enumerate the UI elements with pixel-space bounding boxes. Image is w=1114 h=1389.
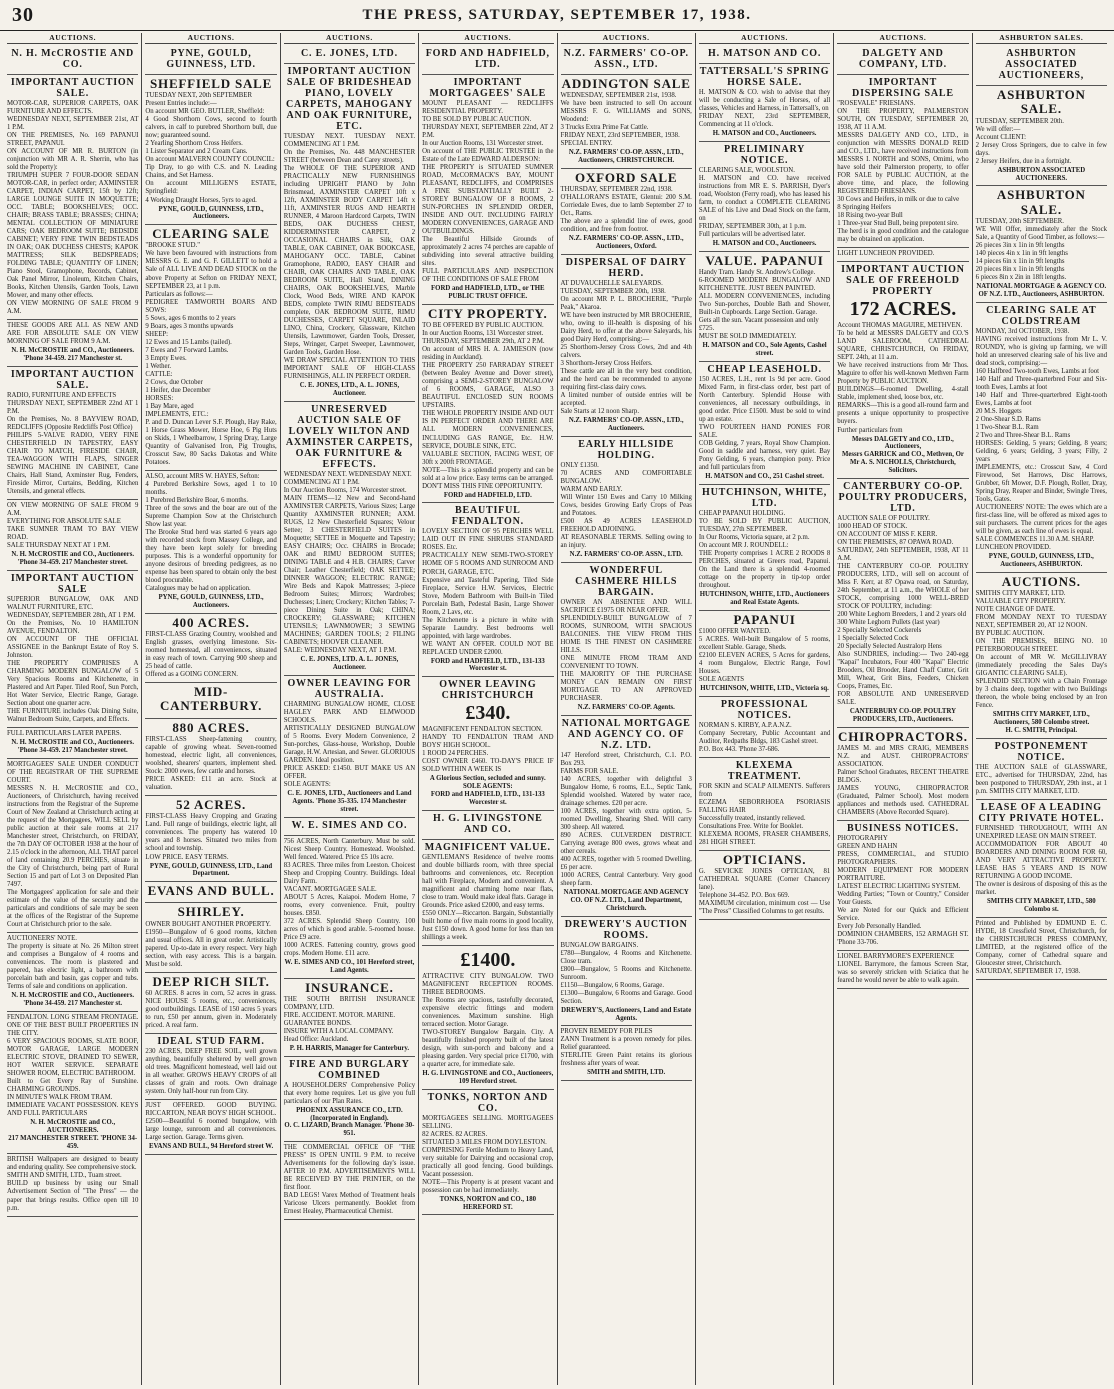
ad-title: TONKS, NORTON AND CO. <box>427 1091 549 1114</box>
advertisement <box>422 946 553 1090</box>
ad-body: MORTGAGEES SELLING. MORTGAGEES SELLING. 82 ACRES. 82 ACRES. SITUATED 3 MILES FROM DOYLESTON. COMPRISING Fertile Medium to Heavy Land, very suitable for Dairying and occasional crop, practically all good fencing. Good buildings. Vacant possession. NOTE—This Property is at present vacant and possession can be had immediately. <box>422 1114 554 1194</box>
ad-signature: C. E. JONES, LTD. A. L. JONES, Auctioneer. <box>300 656 399 672</box>
ad-signature: P. H. HARRIS, Manager for Canterbury. <box>289 1044 410 1052</box>
ad-title: CLEARING SALE AT COLDSTREAM <box>986 304 1097 327</box>
ad-title: 880 ACRES. <box>172 719 250 735</box>
advertisement <box>561 169 692 255</box>
ad-signature: H. MATSON and CO., Auctioneers. <box>712 240 817 248</box>
advertisement <box>422 305 553 503</box>
ad-title: OPTICIANS. <box>722 852 807 868</box>
ad-signature: NATIONAL MORTGAGE & AGENCY CO. OF N.Z. LTD., Auctioneers, ASHBURTON. <box>976 283 1107 298</box>
column-header: ASHBURTON SALES. <box>976 33 1107 44</box>
advertisement <box>145 719 276 796</box>
advertisement <box>284 1142 415 1220</box>
ad-body: LIONEL BARRYMORE'S EXPERIENCE LIONEL Barrymore, the famous Screen Star, was so severely stricken with Sciatica that he feared he would never be able to walk again. <box>837 953 969 985</box>
ad-title: BEAUTIFUL FENDALTON. <box>451 505 524 528</box>
ad-body: LOVELY SECTION OF 95 PERCHES WELL LAID OUT IN FINE SHRUBS STANDARD ROSES. Etc. PRACTICALLY NEW SEMI-TWO-STOREY HOME OF 5 ROOMS AND SUNROOM AND PORCH, GARAGE, ETC. Expensive and Tasteful Papering, Tiled Side Fireplace, Service H.W. Services, Electric Stove, Modern Bathroom with Built-in Tiled Porcelain Bath, Pedestal Basin, Large Shower Room, 2 Lavs, etc. The Kitchenette is a picture in white with Separate Laundry. Best bedrooms well appointed, with large wardrobes. WE WANT AN OFFER. COULD NOT BE REPLACED UNDER £2000. <box>422 528 554 656</box>
advertisement <box>284 46 415 64</box>
ad-signature: PYNE, GOULD, GUINNESS, LTD., Auctioneers. <box>158 205 264 221</box>
ad-title: FORD AND HADFIELD, LTD. <box>425 48 550 70</box>
ad-body: PHOTOGRAPHY GREEN AND HAHN PRESS, COMMERCIAL, and STUDIO PHOTOGRAPHERS. MODERN EQUIPMENT FOR MODERN PORTRAITURE. LATEST ELECTRIC LIGHTING SYSTEM. Wedding Parties; "Town or Country," Consider Your Guests. We are Noted for our Quick and Efficient Service. Every Job Personally Handled. DOMINION CHAMBERS, 152 ARMAGH ST. 'Phone 33-706. <box>837 835 969 947</box>
ad-body: OWNER BOUGHT ANOTHER PROPERTY. £1950—Bungalow of 6 good rooms, kitchen and usual offices. All in great order. Artistically papered. Up-to-date in every respect. Very high section, with easy access. This is a bargain. Must be sold. <box>145 920 277 968</box>
advertisement <box>284 979 415 1057</box>
column-header: AUCTIONS. <box>561 33 692 44</box>
advertisement <box>284 1057 415 1142</box>
ad-title: OWNER LEAVING FOR AUSTRALIA. <box>287 678 412 701</box>
ad-title: CHIROPRACTORS. <box>838 728 968 744</box>
ad-title: LEASE OF A LEADING CITY PRIVATE HOTEL. <box>978 801 1105 824</box>
advertisement <box>145 471 276 614</box>
ad-title: SHEFFIELD SALE <box>150 76 273 91</box>
advertisement <box>976 46 1107 86</box>
ad-title: ASHBURTON SALE. <box>996 87 1086 117</box>
ad-title: IMPORTANT MORTGAGEES' SALE <box>429 77 547 99</box>
column-header: AUCTIONS. <box>837 33 968 44</box>
ad-price-headline: £1400. <box>460 948 516 971</box>
ad-body: FULL PARTICULARS LATER PAPERS. <box>7 730 122 738</box>
ad-body: Account THOMAS MAGUIRE, METHVEN. To be held at MESSRS DALGETY and CO.'S LAND SALEROOM, CATHEDRAL SQUARE, CHRISTCHURCH, On FRIDAY, SEPT. 24th, at 11 a.m. We have received instructions from Mr Thos. Maguire to offer his well-known Methven Farm Property by PUBLIC AUCTION. BUILDINGS—6-roomed Dwelling, 4-stall Stable, implement shed, loose box, etc. REMARKS—This is a good all-round farm and presents a unique opportunity to prospective buyers. Further particulars from <box>837 322 969 434</box>
ad-body: "ROSEVALE" FRIESIANS. ON THE PROPERTY, PALMERSTON SOUTH, ON TUESDAY, SEPTEMBER 20, 1938, AT 11 A.M. MESSRS DALGETY AND CO., LTD., in conjunction with MESSRS DONALD REID and CO., LTD., have received instructions from MESSRS I. NORTH and SONS, Omimi, who have sold their Palmerston property, to offer FOR SALE by PUBLIC AUCTION, at the above time, and place, the following REGISTERED FRIESIANS. 30 Cows and Heifers, in milk or due to calve 8 Springing Heifers 18 Rising two-year Bull 1 Three-year Stud Bull, being prepotent sire. The herd is in good condition and the catalogue may be obtained on application. <box>837 100 969 244</box>
column-header: AUCTIONS. <box>284 33 415 44</box>
ad-title: IMPORTANT AUCTION SALE OF BRIDESHEAD PIANO, LOVELY CARPETS, MAHOGANY AND OAK FURNITURE, ETC. <box>285 66 413 132</box>
ad-title: IMPORTANT AUCTION SALE OF FREEHOLD PROPERTY <box>841 264 965 298</box>
ad-title: ASHBURTON SALE. <box>996 187 1086 217</box>
ad-body: MONDAY, 3rd OCTOBER, 1938. HAVING received instructions from Mr L. V. ROUNDY, who is giving up farming, we will hold an unreserved clearing sale of his live and dead stock, comprising:— 160 Halfbred Two-tooth Ewes, Lambs at foot 140 Half and Three-quarterbred Four and Six-tooth Ewes, Lambs at foot 140 Half and Three-quarterbred Eight-tooth Ewes, Lambs at foot 20 M.S. Hoggets 2 One-Shear S.D. Rams 1 Two-Shear B.L. Ram 2 Two and Three-Shear B.L. Rams HORSES: Gelding, 5 years; Gelding, 8 years; Gelding, 6 years; Gelding, 3 years; Filly, 2 years IMPLEMENTS, etc.: Crosscut Saw, 4 Cord Firewood, Set Harrows, Disc Harrows, Grubber, 6ft Mower, D.F. Plough, Roller, Dray, Spring Dray, Reaper and Binder, Swingle Trees, Tools, Gates. AUCTIONEERS' NOTE: The ewes which are a first-class line, will be offered as mixed ages to suit purchasers. The current prices for the ages will be given, as each line of ewes is equal. SALE COMMENCES 11.30 A.M. SHARP. LUNCHEON PROVIDED. <box>975 327 1107 552</box>
ad-signature: PHOENIX ASSURANCE CO., LTD. (Incorporated in England). O. C. LIZARD, Branch Manager. 'Phone 30-951. <box>284 1106 415 1138</box>
column-5 <box>557 33 695 1385</box>
column-header: AUCTIONS. <box>699 33 830 44</box>
advertisement <box>976 86 1107 186</box>
ad-signature: W. E. SIMES AND CO., 101 Hereford street, Land Agents. <box>284 958 415 974</box>
ad-title: KLEXEMA TREATMENT. <box>727 759 802 782</box>
advertisement <box>699 362 830 485</box>
ad-body: PROVEN REMEDY FOR PILES ZANN Treatment is a proven remedy for piles. Relief guaranteed. STERLITE Green Paint retains its glorious freshness after years of wear. <box>560 1028 692 1068</box>
ad-title: EARLY HILLSIDE HOLDING. <box>578 438 675 461</box>
ad-signature: SMITHS CITY MARKET, LTD., Auctioneers, 580 Colombo street. H. C. SMITH, Principal. <box>992 711 1090 734</box>
ad-body: BUNGALOW BARGAINS. £780—Bungalow, 4 Rooms and Kitchenette. Close tram. £800—Bungalow, 5 Rooms and Kitchenette. Sunroom. £1150—Bungalow, 6 Rooms, Garage. £1300—Bungalow, 6 Rooms and Garage. Good Section. <box>560 941 692 1005</box>
advertisement <box>561 917 692 1027</box>
ad-title: BUSINESS NOTICES. <box>846 823 959 835</box>
advertisement <box>7 46 138 75</box>
advertisement <box>422 811 553 840</box>
advertisement <box>976 186 1107 302</box>
ad-signature: N.Z. FARMERS' CO-OP. ASSN., LTD., Auctioneers, CHRISTCHURCH. <box>568 149 684 165</box>
advertisement <box>284 818 415 836</box>
page-number: 30 <box>12 4 34 26</box>
ad-title: W. E. SIMES AND CO. <box>291 819 408 831</box>
ad-signature: N. H. McCROSTIE and CO., Auctioneers. 'Phone 34-459. 217 Manchester street. <box>11 739 135 755</box>
advertisement <box>422 503 553 677</box>
ad-signature: CANTERBURY CO-OP. POULTRY PRODUCERS, LTD., Auctioneers. <box>849 707 957 723</box>
advertisement <box>837 262 968 478</box>
advertisement <box>145 614 276 683</box>
ad-signature: A Glorious Section, secluded and sunny. SOLE AGENTS: FORD and HADFIELD, LTD., 131-133 Worcester st. <box>429 775 546 806</box>
advertisement <box>7 728 138 759</box>
advertisement <box>699 851 830 920</box>
advertisement <box>145 796 276 882</box>
ad-body: MORTGAGEES' SALE UNDER CONDUCT OF THE REGISTRAR OF THE SUPREME COURT. MESSRS N. H. McCROSTIE and CO., Auctioneers, of Christchurch, having received instructions from the Registrar of the Supreme Court of New Zealand at Christchurch acting at the request of the Mortgagees, WILL SELL by public auction at their sale rooms at 217 Manchester street, Christchurch, on FRIDAY, the 7th DAY OF OCTOBER 1938 at the hour of 2.15 o'clock in the afternoon, ALL THAT parcel of land containing 20.9 PERCHES, situate in the City of Christchurch, being part of Rural Section 15 and part of Lot 3 on Deposited Plan 7497. The Mortgagees' application for sale and their estimate of the value of the security and the particulars and conditions of sale may be seen at the offices of the Registrar of the Supreme Court at Christchurch prior to the sale. <box>7 760 139 929</box>
advertisement <box>145 683 276 719</box>
advertisement <box>837 728 968 821</box>
ad-body: ALSO, account MRS W. HAYES, Sefton: 4 Purebred Berkshire Sows, aged 1 to 10 months. 1 Purebred Berkshire Boar, 6 months. Three of the sows and the boar are out of the Supreme Champion Sow at the Christchurch Show last year. The Brooke Stud herd was started 6 years ago with recorded stock from Massey College, and they have been kept solely for breeding purposes. This is a wonderful opportunity for anyone desirous of breeding pedigrees, as no expense has been spared to obtain only the best blood procurable. Catalogues may be had on application. <box>145 472 277 593</box>
advertisement <box>284 64 415 402</box>
ad-signature: NATIONAL MORTGAGE AND AGENCY CO. OF N.Z. LTD., Land Department, Christchurch. <box>563 889 689 912</box>
ad-title: OXFORD SALE <box>575 170 678 186</box>
ad-title: DEEP RICH SILT. <box>152 973 270 989</box>
advertisement <box>561 75 692 169</box>
ad-body: ATTRACTIVE CITY BUNGALOW. TWO MAGNIFICENT RECEPTION ROOMS. THREE BEDROOMS. The Rooms are spacious, tastefully decorated, expensive electric fittings and modern conveniences. Maximum sunshine. High terraced section. Motor Garage. TWO-STOREY Bungalow Bargain. City. A beautifully finished property built of the latest design, with sun-porch and balcony and a pleasing garden. Very special price £1700, with a quarter acre, for immediate sale. <box>422 972 554 1068</box>
ad-title: N.Z. FARMERS' CO-OP. ASSN., LTD. <box>563 48 689 70</box>
ad-price-headline: 172 ACRES. <box>849 298 957 321</box>
ad-title: SHIRLEY. <box>177 904 245 920</box>
advertisement <box>7 75 138 320</box>
ad-title: TATTERSALL'S SPRING HORSE SALE. <box>699 66 830 88</box>
advertisement <box>699 485 830 611</box>
ad-signature: H. G. LIVINGSTONE and CO., Auctioneers, 109 Hereford street. <box>422 1070 554 1085</box>
ad-body: AUCTION SALE OF POULTRY. 1000 HEAD OF STOCK. ON ACCOUNT OF MISS F. KERR. ON THE PREMISES, 87 OPAWA ROAD. SATURDAY, 24th SEPTEMBER, 1938, AT 11 A.M. THE CANTERBURY CO-OP. POULTRY PRODUCERS, LTD., will sell on account of Miss F. Kerr, at 87 Opawa road, on Saturday, 24th September, at 11 a.m., the WHOLE of her STOCK, comprising 1000 WELL-BRED STOCK OF POULTRY, including: 200 White Leghorn Breeders, 1 and 2 years old 300 White Leghorn Pullets (last year) 2 Specially Selected Cockerels 1 Specially Selected Cock 20 Specially Selected Australorp Hens Also SUNDRIES, including:— Two 240-egg "Kapai" Incubators, Four 400 "Kapai" Electric Brooders, Oil Brooder, Hand Chaff Cutter, Grit Mill, Wheat, Grit Bins, Feeders, Chicken Coops, Frames, Etc. FOR ABSOLUTE AND UNRESERVED SALE. <box>837 514 969 706</box>
ad-body: FIRST-CLASS Sheep-fattening country, capable of growing wheat. Seven-roomed homestead, electric light, all conveniences, woolshed, shearers' quarters, implement shed. Stock: 2000 ewes, few cattle and horses. PRICE ASKED: £11 an acre. Stock at valuation. <box>145 736 277 792</box>
advertisement <box>699 611 830 697</box>
ad-signature: N.Z. FARMERS' CO-OP. ASSN., LTD. <box>569 551 683 559</box>
column-header: AUCTIONS. <box>7 33 138 44</box>
ad-title: WONDERFUL CASHMERE HILLS BARGAIN. <box>575 564 678 598</box>
advertisement <box>699 46 830 64</box>
advertisement <box>422 840 553 946</box>
ad-title: EVANS AND BULL. <box>147 883 275 899</box>
ad-title: CANTERBURY CO-OP. POULTRY PRODUCERS, LTD. <box>838 480 968 514</box>
ad-body: "BROOKE STUD." We have been favoured with instructions from MESSRS G. E. and G. F. GILLETT to hold a Sale of ALL LIVE AND DEAD STOCK on the above Property at Sefton on FRIDAY NEXT, SEPTEMBER 23, at 1 p.m. Particulars as follows:— PEDIGREE TAMWORTH BOARS AND SOWS: 5 Sows, ages 6 months to 2 years 9 Boars, ages 3 months upwards SHEEP: 12 Ewes and 15 Lambs (tailed). 7 Ewes and 7 Forward Lambs. 3 Empty Ewes. 1 Wether. CATTLE: 2 Cows, due October 1 Heifer, due December HORSES: 1 Bay Mare, aged IMPLEMENTS, ETC.: P. and D. Duncan Lever S.F. Plough, Hay Rake, 1 Horse Grass Mower, Horse Hoe, 6 Pig Huts on Skids, 1 Wheelbarrow, 1 Spring Dray, Large Quantity of Galvanised Iron, Pig Troughs, Crosscut Saw, 80 Sacks Dakotas and White Potatoes. <box>145 242 277 466</box>
ad-signature: HUTCHINSON, WHITE, LTD., Victoria sq. <box>700 685 829 693</box>
ad-body: LIGHT LUNCHEON PROVIDED. <box>837 250 935 258</box>
ad-title: NATIONAL MORTGAGE AND AGENCY CO. OF N.Z. LTD. <box>561 717 691 751</box>
ad-body: A HOUSEHOLDERS' Comprehensive Policy that every home requires. Let us give you full particulars of our Plan Rates. <box>283 1081 416 1105</box>
ad-signature: H. MATSON and CO., Sole Agents, Cashel street. <box>702 342 827 358</box>
advertisement <box>145 882 276 903</box>
column-3 <box>280 33 418 1385</box>
advertisement <box>976 800 1107 918</box>
advertisement <box>284 676 415 818</box>
ad-body: FURNISHED THROUGHOUT, WITH AN UNEXPIRED LEASE ON MAIN STREET. ACCOMMODATION FOR ABOUT 40 BOARDERS AND DINING ROOM FOR 60, AND VERY ATTRACTIVE PROPERTY. LEASE HAS 5 YEARS AND IS NOW RETURNING A GOOD INCOME. The owner is desirous of disposing of this as the market. <box>975 824 1107 896</box>
advertisement <box>145 1034 276 1100</box>
newspaper-title: THE PRESS, SATURDAY, SEPTEMBER 17, 1938. <box>362 6 752 23</box>
ad-title: AUCTIONS. <box>1001 573 1081 589</box>
ad-signature: PYNE, GOULD, GUINNESS, LTD., Land Department. <box>149 862 273 878</box>
ad-body: JUST OFFERED. GOOD BUYING. RICCARTON, NEAR BOYS' HIGH SCHOOL. £2500—Beautiful 6 roomed bungalow, with large lounge, sunroom and all conveniences. Large section. Garage. Terms given. <box>145 1102 277 1142</box>
ad-body: G. SEVICKE JONES OPTICIAN, 81 CATHEDRAL SQUARE (Corner Chancery lane). Telephone 34-452. P.O. Box 669. MAXIMUM circulation, minimum cost — Use "The Press" Classified Columns to get results. <box>698 868 831 916</box>
ad-body: SMITHS CITY MARKET, LTD. VALUABLE CITY PROPERTY. NOTE CHANGE OF DATE. FROM MONDAY NEXT TO TUESDAY NEXT, SEPTEMBER 20, AT 12 NOON. BY PUBLIC AUCTION. ON THE PREMISES, BEING NO. 10 PETERBOROUGH STREET. On account of MR W. McGILLIVRAY (immediately preceding the Sales Day's GIGANTIC CLEARING SALE). SPLENDID SECTION with a Chain Frontage by 3 chains deep, together with two Buildings thereon, the whole being enclosed by an Iron Fence. <box>975 590 1107 710</box>
advertisement <box>699 758 830 851</box>
ad-title: VALUE. PAPANUI <box>705 252 824 268</box>
ad-body: THURSDAY, SEPTEMBER 22nd, 1938. O'HALLORAN'S ESTATE, Glentui: 200 S.M. Corriedale Ewes, due to lamb September 27 to Oct., Rams. The above are a splendid line of ewes, good condition, and free from footrot. <box>560 186 692 234</box>
ad-title: PYNE, GOULD, GUINNESS, LTD. <box>166 48 256 70</box>
ad-title: FIRE AND BURGLARY COMBINED <box>289 1058 410 1081</box>
ad-body: THESE GOODS ARE ALL AS NEW AND ARE FOR ABSOLUTE SALE ON VIEW MORNING OF SALE FROM 9 A.M. <box>7 322 139 346</box>
ad-title: CHEAP LEASEHOLD. <box>707 363 822 375</box>
ad-title: POSTPONEMENT NOTICE. <box>994 740 1089 763</box>
ad-body: CHEAP PAPANUI HOLDING. TO BE SOLD BY PUBLIC AUCTION, TUESDAY, 27th SEPTEMBER. In Our Rooms, Victoria square, at 2 p.m. On account MR J. ROUNDELL: THE Property comprises 1 ACRE 2 ROODS 8 PERCHES, situated at Greers road, Papanui. On the Land there is a splendid 4-roomed cottage on the property in tip-top order throughout. <box>698 509 831 590</box>
ad-body: CLEARING SALE, WOOLSTON. H. MATSON and CO. have received instructions from MR E. S. PARRISH, Dyer's road, Woolston (Ferry road), who has leased his farm, to conduct a COMPLETE CLEARING SALE of his Live and Dead Stock on the farm, on FRIDAY, SEPTEMBER 30th, at 1 p.m. Full particulars will be advertised later. <box>698 166 831 239</box>
advertisement <box>699 252 830 362</box>
ad-body: TUESDAY, SEPTEMBER 20th. We will offer:— Account CLIENT: 2 Jersey Cross Springers, due to calve in few days. 2 Jersey Heifers, due in a fortnight. <box>975 117 1107 165</box>
advertisement <box>145 903 276 972</box>
ad-body: BRITISH Wallpapers are designed to beauty and enduring quality. See comprehensive stock. SMITH AND SMITH, LTD., Tuam street. BUILD up business by using our Small Advertisement Section of "The Press" — the paper that brings results. Office open till 10 p.m. <box>7 1156 139 1212</box>
ad-body: WEDNESDAY, SEPTEMBER 21st, 1938. We have been instructed to sell On account MESSRS F. G. WILLIAMS and SONS, Woodend: 3 Trucks Extra Prime Fat Cattle. FRIDAY NEXT, 23rd SEPTEMBER, 1938. SPECIAL ENTRY. <box>560 92 692 148</box>
advertisement <box>145 1100 276 1155</box>
ad-title: PROFESSIONAL NOTICES. <box>720 698 809 721</box>
advertisement <box>837 248 968 262</box>
advertisement <box>561 437 692 563</box>
ad-signature: PYNE, GOULD, GUINNESS, LTD., Auctioneers, ASHBURTON. <box>988 553 1094 568</box>
advertisement <box>145 46 276 75</box>
ad-signature: HUTCHINSON, WHITE, LTD., Auctioneers and Real Estate Agents. <box>699 591 830 606</box>
advertisement <box>837 479 968 728</box>
ad-title: INSURANCE. <box>305 979 394 995</box>
ad-body: SUPERIOR BUNGALOW, OAK AND WALNUT FURNITURE, ETC. WEDNESDAY, SEPTEMBER 28th, AT 1 P.M. On the Premises, No. 10 HAMILTON AVENUE, FENDALTON. ON ACCOUNT OF THE OFFICIAL ASSIGNEE in the Bankrupt Estate of Roy S. Johnston. THE PROPERTY COMPRISES A CHARMING MODERN BUNGALOW of 5 Very Spacious Rooms and Kitchenette, in Plastered and Art Paper. Tiled Roof, Sun Porch, Hot Water Service, Electric Range, Garage. Section about one quarter acre. THE FURNITURE includes Oak Dining Suite, Walnut Bedroom Suite, Carpets, and Effects. <box>7 596 139 724</box>
ad-body: H. MATSON & CO. wish to advise that they will be conducting a Sale of Horses, of all classes, Vehicles and Harness, in Tattersall's, on FRIDAY NEXT, 23rd SEPTEMBER, Commencing at 11 o'clock. <box>698 89 831 129</box>
advertisement <box>7 320 138 367</box>
ad-signature: PYNE, GOULD, GUINNESS, LTD., Auctioneers. <box>158 594 264 609</box>
ad-signature: SMITHS CITY MARKET, LTD., 580 Colombo st. <box>986 897 1096 913</box>
advertisement <box>7 367 138 500</box>
ad-body: THE SOUTH BRITISH INSURANCE COMPANY, LTD. FIRE. ACCIDENT. MOTOR. MARINE. GUARANTEE BONDS. INSURE WITH A LOCAL COMPANY. Head Office: Auckland. <box>283 995 416 1043</box>
ad-title: MAGNIFICENT VALUE. <box>424 841 551 853</box>
ad-price-headline: £340. <box>465 702 511 725</box>
column-header: AUCTIONS. <box>422 33 553 44</box>
ad-body: TUESDAY, 20th SEPTEMBER. WE Will Offer, immediately after the Stock Sale, a Quantity of Good Timber, as follows:— 26 pieces 3in x 1in in 9ft lengths 140 pieces 4in x 1in in 9ft lengths 14 pieces 6in x 1in in 9ft lengths 20 pieces 8in x 1in in 9ft lengths 6 pieces 8in x 2in in 18ft lengths. <box>975 217 1107 282</box>
advertisement <box>561 255 692 437</box>
ad-title: DALGETY AND COMPANY, LTD. <box>858 48 947 70</box>
advertisement <box>976 573 1107 739</box>
ad-title: IDEAL STUD FARM. <box>157 1036 265 1048</box>
ad-body: FOR SKIN and SCALP AILMENTS. Sufferers from ECZEMA SEBORRHOEA PSORIASIS FALLING HAIR Successfully treated, instantly relieved. Consultations Free. Write for Booklet. KLEXEMA ROOMS, FRASER CHAMBERS, 281 HIGH STREET. <box>698 782 831 847</box>
ad-signature: FORD and HADFIELD, LTD. <box>443 491 532 499</box>
advertisement <box>7 1154 138 1216</box>
advertisement <box>422 46 553 75</box>
ad-title: UNRESERVED AUCTION SALE OF LOVELY WILTON AND AXMINSTER CARPETS, OAK FURNITURE & EFFECTS. <box>285 404 414 471</box>
ad-body: TUESDAY NEXT. TUESDAY NEXT. COMMENCING AT 1 P.M. On the Premises, No. 448 MANCHESTER STREET (between Dean and Carey streets). The WHOLE OF THE SUPERIOR AND PRACTICALLY NEW FURNISHINGS including UPRIGHT PIANO by John Brinsmead, AXMINSTER CARPET 10ft x 12ft, AXMINSTER BODY CARPET 14ft x 11ft, AXMINSTER RUGS AND HEARTH RUNNER, 4 Maroon Hardcord Carpets, TWIN BEDS, OAK DUCHESS CHEST, KIDDERMINSTER CARPET, 2 OCCASIONAL CHAIRS in Silk, OAK TABLE, OAK CABINET, OAK BOOKCASE, MAHOGANY OCC. TABLE, Cabinet Gramophone, RADIO, EASY CHAIR and CHAIR, OAK CHAIRS AND TABLE, OAK BEDROOM SUITE, Hall Stand, DINING CHAIRS, OAK BOOKSHELVES, Marble Clock, Wood Beds, WIRE AND KAPOK BEDS, complete TWIN RIMU BEDSTEADS complete, OAK BEDROOM SUITE, RIMU DUCHESSES, CARPET SQUARE, INLAID LINO, China, Crockery, Glassware, Kitchen Utensils, Lawnmower, Garden Tools, Dresser, Steps, Wringer, Carpet Sweeper, Lawnmower, Garden Tools, Garden Hose. WE DRAW SPECIAL ATTENTION TO THIS IMPORTANT SALE OF HIGH-CLASS FURNISHINGS, ALL IN PERFECT ORDER. <box>283 133 416 381</box>
ad-signature: N.Z. FARMERS' CO-OP. ASSN., LTD., Auctioneers, Oxford. <box>568 235 684 251</box>
ad-signature: DREWERY'S, Auctioneers, Land and Estate Agents. <box>561 1006 692 1022</box>
advertisement <box>561 46 692 75</box>
ad-title: PRELIMINARY NOTICE. <box>723 143 806 166</box>
ad-signature: SMITH and SMITH, LTD. <box>587 1069 666 1077</box>
ad-title: DREWERY'S AUCTION ROOMS. <box>564 918 688 941</box>
ad-body: JAMES M. and MRS CRAIG, MEMBERS N.Z. and AUST. CHIROPRACTORS' ASSOCIATION. Palmer School Graduates, RECENT THEATRE BLDGS. JAMES YOUNG, CHIROPRACTOR (Graduated, Palmer School). Most modern appliances and methods used. CATHEDRAL CHAMBERS (Above Recorded Square). <box>837 744 969 816</box>
ad-body: THE AUCTION SALE of GLASSWARE, ETC., advertised for THURSDAY, 22nd, has been postponed to THURSDAY, 29th inst., at 1 p.m. SMITHS CITY MARKET, LTD. <box>975 763 1107 795</box>
advertisement <box>284 402 415 676</box>
ad-signature: TONKS, NORTON and CO., 180 HEREFORD ST. <box>439 1195 536 1211</box>
ad-title: N. H. McCROSTIE AND CO. <box>11 48 135 70</box>
ad-body: ON VIEW MORNING OF SALE FROM 9 A.M. EVERYTHING FOR ABSOLUTE SALE TAKE SUMNER TRAM TO BAY VIEW ROAD. SALE THURSDAY NEXT AT 1 P.M. <box>7 502 139 550</box>
column-1 <box>4 33 141 1385</box>
ad-body: TO BE OFFERED BY PUBLIC AUCTION. In our Auction Rooms, 131 Worcester street. THURSDAY, SEPTEMBER 29th, AT 2 P.M. On account of MRS H. A. JAMIESON (now residing in Auckland). THE PROPERTY 250 FARRADAY STREET (between Bealey Avenue and Dover street), comprising a SEMI-2-STOREY BUNGALOW of 6 ROOMS, GARAGE, ALSO 3 BEAUTIFUL ENCLOSED SUN ROOMS UPSTAIRS. THE WHOLE PROPERTY INSIDE AND OUT IS IN PERFECT ORDER AND THERE ARE ALL MODERN CONVENIENCES, INCLUDING GAS RANGE, Etc. H.W. SERVICE, DOUBLE SINK, ETC. VALUABLE SECTION, FACING WEST, OF 30ft x 200ft FRONTAGE. NOTE—This is a splendid property and can be sold at a low price. Easy terms can be arranged. DON'T MISS THIS FINE OPPORTUNITY. <box>422 322 554 490</box>
advertisement <box>422 1090 553 1216</box>
ad-title: 52 ACRES. <box>176 797 247 813</box>
ad-body: NORMAN S. KIRBY, A.P.A.N.Z. Company Secretary, Public Accountant and Auditor, Redpaths Bldgs, 183 Cashel street. P.O. Box 443. 'Phone 37-686. <box>698 721 831 753</box>
ad-signature: N. H. McCROSTIE and CO., Auctioneers. 'Phone 34-459. 217 Manchester st. <box>11 347 135 363</box>
ad-title: IMPORTANT AUCTION SALE <box>10 573 135 596</box>
ad-body: AUCTIONEERS' NOTE. The property is situate at No. 26 Milton street and comprises a Bungalow of 4 rooms and conveniences. The room is plastered and papered, has electric light, a bathroom with porcelain bath and basin, gas copper and tubs. Terms of sale and conditions on application. <box>7 935 139 991</box>
ad-title: C. E. JONES, LTD. <box>301 48 398 59</box>
ad-title: MID-CANTERBURY. <box>159 684 263 714</box>
ad-body: Handy Tram. Handy St. Andrew's College. 6-ROOMED MODERN BUNGALOW AND KITCHENETTE. JUST BEEN PAINTED. ALL MODERN CONVENIENCES, including Two Sun-porches, Double Bath and Shower, Built-in Cupboards. Large Section. Garage. Gets all the sun. Vacant possession and only £725. MUST BE SOLD IMMEDIATELY. <box>698 269 831 341</box>
ad-body: THE COMMERCIAL OFFICE OF "THE PRESS" IS OPEN UNTIL 9 P.M. to receive Advertisements for the following day's issue. AFTER 10 P.M. ADVERTISEMENTS WILL BE RECEIVED BY THE PRINTER, on the first floor. BAD LEGS! Varex Method of Treatment heals Varicose Ulcers permanently. Booklet from Ernest Healey, Pharmaceutical Chemist. <box>283 1144 416 1216</box>
advertisement <box>145 225 276 471</box>
column-4 <box>418 33 556 1385</box>
ad-signature: Messrs DALGETY and CO., LTD., Auctioneers, Messrs GARRICK and CO., Methven, Or Mr A. S. NICHOLLS, Christchurch, Solicitors. <box>841 435 964 474</box>
advertisement <box>837 75 968 248</box>
ad-title: IMPORTANT DISPERSING SALE <box>852 77 954 99</box>
advertisement <box>561 716 692 917</box>
advertisement <box>145 75 276 225</box>
ad-title: DISPERSAL OF DAIRY HERD. <box>565 257 687 280</box>
ad-body: ONLY £1350. 70 ACRES AND COMFORTABLE BUNGALOW. WARM AND EARLY. Will Winter 150 Ewes and Carry 10 Milking Cows, besides Growing Early Crops of Peas and Potatoes. £500 AS 49 ACRES LEASEHOLD FREEHOLD ADJOINING. AT REASONABLE TERMS. Selling owing to an injury. <box>560 461 692 550</box>
column-6 <box>695 33 833 1385</box>
advertisement <box>699 697 830 758</box>
advertisement <box>561 1026 692 1081</box>
ad-signature: N. H. McCROSTIE and CO., AUCTIONEERS. 217 MANCHESTER STREET. 'PHONE 34-459. <box>8 1119 138 1150</box>
advertisement <box>7 759 138 933</box>
advertisement <box>699 142 830 252</box>
ad-body: MAGNIFICENT FENDALTON SECTION. HANDY TO FENDALTON TRAM AND BOYS' HIGH SCHOOL. 1 ROOD 24 PERCHES. COST OWNER £460. TO-DAY'S PRICE IF SOLD WITHIN A WEEK IS <box>422 726 554 774</box>
ad-title: PAPANUI <box>733 611 796 627</box>
ad-columns <box>4 33 1110 1385</box>
ad-signature: H. MATSON and CO., Auctioneers. <box>712 130 817 138</box>
ad-signature: N.Z. FARMERS' CO-OP. Agents. <box>577 704 675 712</box>
ad-signature: N. H. McCROSTIE and CO., Auctioneers. 'Phone 34-459. 217 Manchester st. <box>11 992 135 1008</box>
ad-body: 230 ACRES, DEEP FREE SOIL, well grown anything, beautifully sheltered by well grown old trees. Magnificent homestead, well laid out in all weather. GROWS HEAVY CROPS of all classes of grain and roots. Own drainage system. Only half-hour run from City. <box>145 1048 277 1096</box>
ad-signature: FORD and HADFIELD, LTD., 131-133 Worcester st. <box>430 657 545 673</box>
ad-body: FIRST-CLASS Grazing Country, woolshed and English grasses, overlying limestone. Six-roomed homestead, all conveniences, situated in easy reach of town. Carrying 900 sheep and 25 head of cattle. Offered as a GOING CONCERN. <box>145 631 277 679</box>
advertisement <box>284 836 415 979</box>
ad-body: MOUNT PLEASANT — REDCLIFFS RESIDENTIAL PROPERTY. TO BE SOLD BY PUBLIC AUCTION. THURSDAY NEXT, SEPTEMBER 22nd, AT 2 P.M. In our Auction Rooms, 131 Worcester street. On account of THE PUBLIC TRUSTEE in the Estate of the Late EDWARD ALDERSON: THE PROPERTY is SITUATED SUMNER ROAD, McCORMACK'S BAY, MOUNT PLEASANT, REDCLIFFS, and COMPRISES A FINE SUBSTANTIALLY BUILT 2-STOREY BUNGALOW OF 8 ROOMS, 2 SUN-PORCHES IN SPLENDID ORDER, INSIDE AND OUT. INCLUDING FAIRLY MODERN CONVENIENCES, GARAGE AND OUTBUILDINGS. The Beautiful Hillside Grounds of approximately 2 acres 74 perches are capable of subdividing into several attractive building sites. FULL PARTICULARS AND INSPECTION OF THE CONDITIONS OF SALE FROM <box>422 100 554 284</box>
ad-body: 150 ACRES, L.H., rent 1s 9d per acre. Good Mixed Farm, in first-class order, best part of North Canterbury. Splendid House with conveniences, all necessary outbuildings, in good order. Price £1500. Must be sold to wind up an estate. TWO FOURTEEN HAND PONIES FOR SALE. COB Gelding, 7 years, Royal Show Champion. Good in saddle and harness, very quiet. Bay Pony Gelding, 6 years, champion pony. Price and full particulars from <box>698 375 831 472</box>
ad-body: RADIO, FURNITURE AND EFFECTS THURSDAY NEXT, SEPTEMBER 22nd AT 1 P.M. On the Premises, No. 8 BAYVIEW ROAD, REDCLIFFS (Opposite Redcliffs Post Office) PHILIPS 5-VALVE RADIO, VERY FINE CHESTERFIELD IN TAPESTRY, EASY CHAIR TO MATCH, FIRESIDE CHAIR, TEA-WAGGON WITH FLAPS, SINGER SEWING MACHINE IN CABINET, Cane Chairs, Hall Stand, Axminster Rug, Fenders, Fireside Mirror, Curtains, Bedding, Kitchen Utensils, and general effects. <box>7 392 139 496</box>
ad-signature: ASHBURTON ASSOCIATED AUCTIONEERS. <box>997 166 1086 182</box>
column-8 <box>972 33 1110 1385</box>
ad-signature: C. E. JONES, LTD., Auctioneers and Land Agents. 'Phone 35-335. 174 Manchester street. <box>287 790 412 813</box>
advertisement <box>837 821 968 951</box>
ad-title: CITY PROPERTY. <box>428 305 548 321</box>
ad-title: OWNER LEAVING CHRISTCHURCH <box>439 679 537 702</box>
ad-title: H. G. LIVINGSTONE AND CO. <box>433 812 543 835</box>
ad-signature: N.Z. FARMERS' CO-OP. ASSN., LTD., Auctioneers. <box>568 417 684 433</box>
advertisement <box>837 46 968 75</box>
advertisement <box>837 951 968 989</box>
ad-body: AT DUVAUCHELLE SALEYARDS. TUESDAY, SEPTEMBER 20th, 1938. On account MR P. L. BROCHERIE, "Purple Peak," Akaroa. WE have been instructed by MR BROCHERIE, who, owing to ill-health is disposing of his Dairy Herd, to offer at the above Saleyards, his good Dairy Herd, comprising:— 25 Shorthorn-Jersey Cross Cows, 2nd and 4th calvers. 3 Shorthorn-Jersey Cross Heifers. These cattle are all in the very best condition, and the herd can be recommended to anyone requiring first-class dairy cows. A limited number of outside entries will be accepted. Sale Starts at 12 noon Sharp. <box>560 280 692 416</box>
ad-title: HUTCHINSON, WHITE, LTD. <box>702 486 828 509</box>
advertisement <box>7 933 138 1012</box>
advertisement <box>7 571 138 728</box>
advertisement <box>976 739 1107 800</box>
ad-body: CHARMING BUNGALOW HOME, CLOSE HAGLEY PARK AND ELMWOOD SCHOOLS. ARTISTICALLY DESIGNED BUNGALOW of 5 Rooms. Every Modern Convenience, 2 Sun-porches, Glass-house, Workshop, Double Garage, H.W. Artesian, and Sewer. GLORIOUS GARDEN. Ideal position. PRICE ASKED: £1450. BUT MAKE US AN OFFER. SOLE AGENTS: <box>283 701 416 789</box>
ad-body: OWNER AN ABSENTEE AND WILL SACRIFICE £1975 OR NEAR OFFER. SPLENDIDLY-BUILT BUNGALOW of 7 ROOMS, SUNROOM, WITH SPACIOUS BALCONIES. THE VIEW FROM THIS HOME IS THE FINEST ON CASHMERE HILLS. ONE MINUTE FROM TRAM AND CONVENIENT TO TOWN. THE MAJORITY OF THE PURCHASE MONEY CAN REMAIN ON FIRST MORTGAGE TO AN APPROVED PURCHASER. <box>560 598 692 703</box>
column-2 <box>141 33 279 1385</box>
advertisement <box>561 563 692 716</box>
masthead <box>0 0 1114 31</box>
ad-body: Printed and Published by EDMUND E. C. HYDE, 18 Cressfield Street, Christchurch, for the CHRISTCHURCH PRESS COMPANY, LIMITED, at the registered office of the Company, corner of Cathedral square and Gloucester street, Christchurch. SATURDAY, SEPTEMBER 17, 1938. <box>975 919 1107 975</box>
ad-body: £1000 OFFER WANTED. 5 ACRES. Well-built Bungalow of 5 rooms, excellent Stable. Garage, Sheds. £2100 ELEVEN ACRES, 5 Acres for gardens, 4 room Bungalow, Electric Range, Fowl Houses. SOLE AGENTS <box>698 627 831 684</box>
advertisement <box>976 918 1107 980</box>
ad-body: MOTOR-CAR, SUPERIOR CARPETS, OAK FURNITURE AND EFFECTS. WEDNESDAY NEXT, SEPTEMBER 21st, AT 1 P.M. ON THE PREMISES, No. 169 PAPANUI STREET, PAPANUI. ON ACCOUNT OF MR R. BURTON (in conjunction with MR A. R. Sherrin, who has sold the Property): TRIUMPH SUPER 7 FOUR-DOOR SEDAN MOTOR-CAR, in perfect order; AXMINSTER CARPET, INDIAN CARPET, 15ft by 12ft; LARGE LOUNGE SUITE IN MOQUETTE; OCC. TABLE; BOOKSHELVES; OCC. CHAIR; BRASS TABLE; BRASSES; CHINA; MENTAL COLLECTION OF MINIATURE CARS; OAK BEDROOM SUITE; BEDSIDE CABINET; VERY FINE TWIN BEDSTEADS IN OAK; OAK DUCHESS CHESTS; KAPOK MATTRESS; SILK BEDSPREADS; FOLDING TABLE; QUANTITY OF LINEN; Piano Stool, Gramophone, Records, Cabinet, Oak Panel Mirror, Linoleum, Kitchen Chairs, Books, Kitchen Utensils, Garden Tools, Lawn Mower, and many other effects. ON VIEW MORNING OF SALE FROM 9 A.M. <box>7 100 139 316</box>
ad-signature: C. E. JONES, LTD., A. L. JONES, Auctioneer. <box>299 382 400 398</box>
ad-signature: EVANS AND BULL, 94 Hereford street W. <box>148 1143 274 1151</box>
ad-title: H. MATSON AND CO. <box>707 48 822 59</box>
ad-title: ASHBURTON ASSOCIATED AUCTIONEERS, <box>998 48 1085 81</box>
ad-signature: N. H. McCROSTIE and CO., Auctioneers. 'Phone 34-459. 217 Manchester street. <box>11 551 135 567</box>
ad-body: WEDNESDAY NEXT. WEDNESDAY NEXT. COMMENCING AT 1 P.M. In Our Auction Rooms, 174 Worcester street. MAIN ITEMS—12 New and Second-hand AXMINSTER CARPETS, Various Sizes; Large Quantity AXMINSTER RUNNER; AXM. RUGS, 12 New Chesterfield Squares; Velour Settee; 3 CHESTERFIELD SUITES in Moquette; SETTEE in Moquette and Tapestry; EASY CHAIRS; Occ. CHAIRS in Brocade; OAK and RIMU BEDROOM SUITES; DINING TABLE and 4 H.B. CHAIRS; Carver Chair; Leather Chesterfield; OAK SETTEE; DINNER WAGGON; ELECTRIC RANGE; Wire Beds and Kapok Mattresses; 3-piece Bedroom Suites; Mirrors; Wardrobes; Duchesses; Linen; Crockery; Kitchen Tables; 7-piece Dining Suite in Oak; CHINA; CROCKERY; GLASSWARE; KITCHEN UTENSILS; LAWNMOWER; 3 SEWING MACHINES; GARDEN TOOLS; 2 FILING CABINETS; HOOVER CLEANER. SALE: WEDNESDAY NEXT, AT 1 P.M. <box>283 471 416 655</box>
advertisement <box>699 64 830 142</box>
ad-body: GENTLEMAN'S Residence of twelve rooms and double billiards room, with three special bathrooms and conveniences, etc. Reception hall with Fireplace, Modern and convenient. A magnificent and charming home near flats, close to tram. Would make ideal flats. Garage in Grounds. Price asked £2000, and easy terms. £550 ONLY—Riccarton. Bargain, Substantially built home of five main rooms in good locality, Just £150 down. A good home for less than ten shillings a week. <box>422 853 554 941</box>
ad-body: FIRST-CLASS Heavy Cropping and Grazing Land. Full range of buildings, electric light, all conveniences. The property has watered 10 years and 8 horses. Situated two miles from school and township. LOW PRICE. EASY TERMS. <box>145 813 277 861</box>
ad-signature: H. MATSON and CO., 251 Cashel street. <box>705 473 824 481</box>
ad-signature: FORD and HADFIELD, LTD., or THE PUBLIC TRUST OFFICE. <box>431 285 545 301</box>
advertisement <box>422 75 553 305</box>
ad-title: IMPORTANT AUCTION SALE. <box>10 77 135 99</box>
advertisement <box>7 500 138 571</box>
advertisement <box>422 677 553 810</box>
ad-title: 400 ACRES. <box>172 614 250 630</box>
ad-body: 60 ACRES. 8 acres in corn, 52 acres in grass. NICE HOUSE 5 rooms, etc., conveniences, good outbuildings. LEASE of 150 acres 5 years to run, £50 per annum, given in. Moderately priced. A real farm. <box>145 990 277 1030</box>
ad-body: TUESDAY NEXT, 20th SEPTEMBER Present Entries include:— On account MR GEO. BUTLER, Sheffield: 4 Good Shorthorn Cows, second to fourth calvers, in calf to purebred Shorthorn bull, due now; guaranteed sound. 2 Yearling Shorthorn Cross Heifers. 1 Lister Separator and 2 Cream Cans. On account MALVERN COUNTY COUNCIL: Tip Dray, to go with C.S. and N. Leading Chains, and Set Harness. On account MILLIGEN'S ESTATE, Springfield: 4 Working Draught Horses, 5yrs to aged. <box>145 92 277 204</box>
column-header: AUCTIONS. <box>145 33 276 44</box>
ad-body: 756 ACRES, North Canterbury. Must be sold. Nicest Sheep Country. Homestead. Woolshed. Well fenced. Watered. Price £5 10s acre. 83 ACRES. Three miles from Leeston. Choicest Sheep and Cropping Country. Buildings. Ideal Dairy Farm. VACANT. MORTGAGEE SALE. ABOUT 5 Acres, Kaiapoi. Modern Home, 7 rooms, every convenience. Fruit, poultry houses. £850. 372 ACRES. Splendid Sheep Country. 100 acres of which is good arable. 5-roomed house. Price £9 acre. 1000 ACRES. Fattening country, grows good crops. Modern Home. £11 acre. <box>283 837 416 957</box>
advertisement <box>976 303 1107 573</box>
advertisement <box>145 973 276 1034</box>
ad-title: ADDINGTON SALE <box>561 76 691 91</box>
ad-title: IMPORTANT AUCTION SALE. <box>10 369 135 392</box>
column-7 <box>833 33 971 1385</box>
advertisement <box>7 1012 138 1154</box>
ad-body: FENDALTON. LONG STREAM FRONTAGE. ONE OF THE BEST BUILT PROPERTIES IN THE CITY. 6 VERY SPACIOUS ROOMS, SLATE ROOF, MOTOR GARAGE, LARGE MODERN ELECTRIC STOVE, DRAINED TO SEWER, HOT WATER SERVICE. SEPARATE SHOWER ROOM, ELECTRIC BATHROOM. Built to Get Every Ray of Sunshine. CHARMING GROUNDS. IN MINUTE'S WALK FROM TRAM. IMMEDIATE VACANT POSSESSION. KEYS AND FULL PARTICULARS <box>7 1013 139 1118</box>
ad-title: CLEARING SALE <box>152 226 270 242</box>
ad-body: 147 Hereford street, Christchurch, C.1. P.O. Box 293. FARMS FOR SALE. 140 ACRES, together with delightful 3 Bungalow Home, 6 rooms, E.L., Septic Tank, Splendid woolshed. Watered by water race, drainage schemes. £20 per acre. 100 ACRES, together with extra option, 5-roomed Dwelling, Shearing Shed. Will carry 300 sheep. All watered. 890 ACRES. CULVERDEN DISTRICT. Carrying average 800 ewes, grows wheat and other cereals. 400 ACRES, together with 5 roomed Dwelling, £6 per acre. 1000 ACRES, Central Canterbury. Very good sheep farm. <box>560 751 692 888</box>
